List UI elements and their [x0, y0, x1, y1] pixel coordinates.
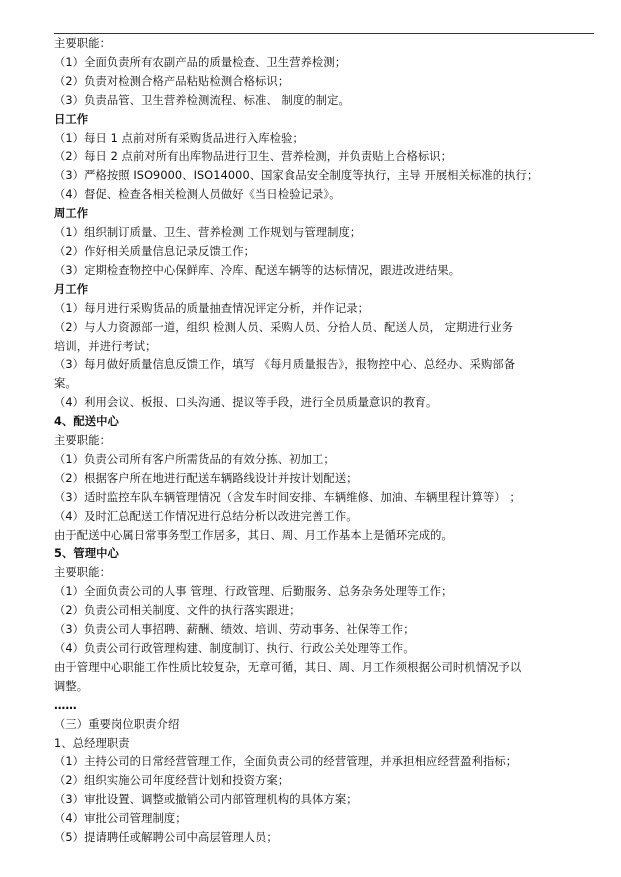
text-line: （4）督促、检查各相关检测人员做好《当日检验记录》。: [54, 188, 341, 202]
text-line: （2）与人力资源部一道，组织 检测人员、采购人员、分拾人员、配送人员， 定期进行业务: [54, 320, 514, 334]
header-rule: [54, 33, 594, 34]
text-line: （2）每日 2 点前对所有出库物品进行卫生、营养检测，并负责贴上合格标识；: [54, 150, 453, 164]
text-line: （2）作好相关质量信息记录反馈工作；: [54, 244, 256, 258]
section-heading: 周工作: [54, 207, 89, 221]
text-line: （4）负责公司行政管理构建、制度制订、执行、行政公关处理等工作。: [54, 642, 415, 655]
text-line: （5）提请聘任或解聘公司中高层管理人员；: [54, 831, 278, 845]
text-line: （1）主持公司的日常经营管理工作，全面负责公司的经营管理，并承担相应经营盈利指标；: [54, 755, 518, 769]
text-line: 主要职能：: [54, 37, 111, 50]
text-line: （2）组织实施公司年度经营计划和投资方案；: [54, 774, 290, 788]
text-line: （3）严格按照 ISO9000、ISO14000、国家食品安全制度等执行，主导 开展相关标准的执行；: [54, 169, 539, 183]
section-heading: 5、管理中心: [54, 547, 119, 561]
section-heading: 4、配送中心: [54, 415, 119, 429]
text-line: 主要职能：: [54, 434, 111, 448]
text-line: （3）每月做好质量信息反馈工作，填写 《每月质量报告》，报物控中心、总经办、采购部备: [54, 358, 516, 372]
text-line: （1）每日 1 点前对所有采购货品进行入库检验；: [54, 131, 304, 145]
section-heading: 日工作: [54, 112, 89, 126]
text-line: （3）定期检查物控中心保鲜库、冷库、配送车辆等的达标情况，跟进改进结果。: [54, 263, 461, 277]
text-line: 由于配送中心属日常事务型工作居多，其日、周、月工作基本上是循环完成的。: [54, 528, 453, 542]
text-line: 案。: [54, 377, 77, 391]
text-line: 1、总经理职责: [54, 736, 130, 750]
text-line: 培训，并进行考试；: [54, 339, 157, 353]
text-line: （3）负责品管、卫生营养检测流程、标准、 制度的制定。: [54, 93, 350, 107]
section-heading: ……: [54, 698, 77, 712]
text-line: （2）根据客户所在地进行配送车辆路线设计并按计划配送；: [54, 471, 358, 485]
text-line: （4）审批公司管理制度；: [54, 812, 187, 826]
text-line: （2）负责对检测合格产品粘贴检测合格标识；: [54, 74, 290, 88]
text-line: 调整。: [54, 679, 89, 693]
text-line: （三）重要岗位职责介绍: [54, 717, 180, 731]
text-line: （2）负责公司相关制度、文件的执行落实跟进；: [54, 604, 301, 618]
text-line: （1）负责公司所有客户所需货品的有效分拣、初加工；: [54, 452, 335, 466]
text-line: （4）利用会议、板报、口头沟通、提议等手段，进行全员质量意识的教育。: [54, 396, 438, 410]
text-line: （3）适时监控车队车辆管理情况（含发车时间安排、车辆维修、加油、车辆里程计算等） ；: [54, 490, 521, 504]
document-body: [54, 35, 599, 848]
text-line: 由于管理中心职能工作性质比较复杂，无章可循，其日、周、月工作须根据公司时机情况予以: [54, 660, 522, 674]
text-line: 主要职能：: [54, 566, 111, 580]
text-line: （3）审批设置、调整或撤销公司内部管理机构的具体方案；: [54, 793, 358, 807]
text-line: （1）组织制订质量、卫生、营养检测 工作规划与管理制度；: [54, 226, 362, 240]
text-line: （3）负责公司人事招聘、薪酬、绩效、培训、劳动事务、社保等工作；: [54, 623, 415, 637]
section-heading: 月工作: [54, 282, 89, 296]
text-line: （1）全面负责所有农副产品的质量检查、卫生营养检测；: [54, 55, 347, 69]
text-line: （4）及时汇总配送工作情况进行总结分析以改进完善工作。: [54, 509, 358, 523]
text-line: （1）全面负责公司的人事 管理、行政管理、后勤服务、总务杂务处理等工作；: [54, 585, 453, 599]
text-line: （1）每月进行采购货品的质量抽查情况评定分析，并作记录；: [54, 301, 370, 315]
